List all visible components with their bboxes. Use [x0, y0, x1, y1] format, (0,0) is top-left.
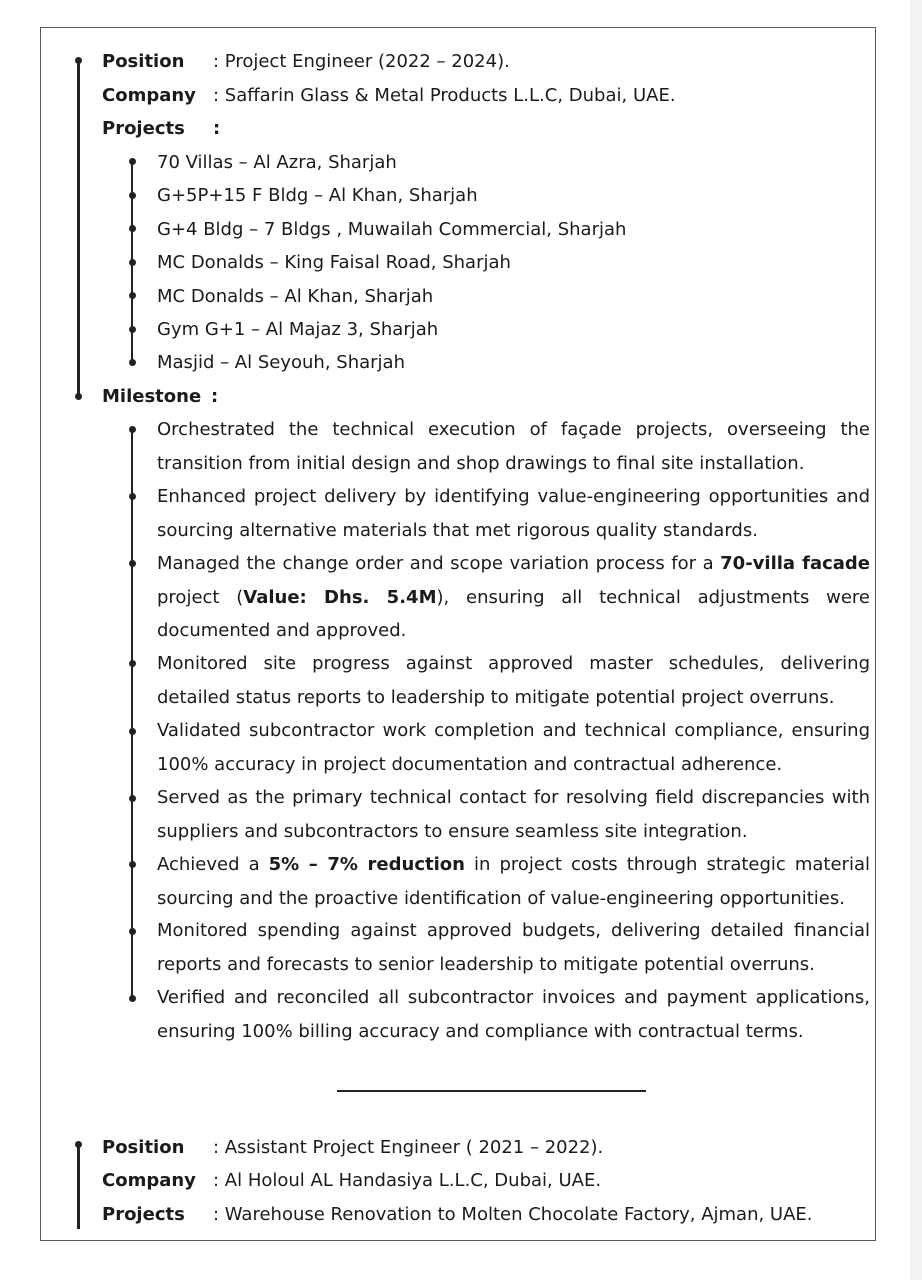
milestone-highlight: Value: Dhs. 5.4M [243, 586, 437, 608]
project-item: MC Donalds – Al Khan, Sharjah [157, 286, 434, 307]
bullet-icon [129, 660, 136, 667]
bullet-icon [129, 995, 136, 1002]
bullet-icon [129, 928, 136, 935]
job1-timeline-dot-bottom [75, 393, 82, 400]
milestone-item: Validated subcontractor work completion and technical compliance, ensuring 100% accuracy in project documentation and contractual adherence. [157, 720, 870, 775]
job1-company-value: : Saffarin Glass & Metal Products L.L.C, Dubai, UAE. [213, 85, 676, 106]
project-item: 70 Villas – Al Azra, Sharjah [157, 152, 397, 173]
project-item: MC Donalds – King Faisal Road, Sharjah [157, 252, 511, 273]
bullet-icon [129, 493, 136, 500]
milestone-highlight: 70-villa facade [720, 553, 871, 574]
milestone-colon: : [211, 386, 219, 407]
milestone-highlight: 5% – 7% reduction [268, 854, 465, 875]
job2-company-label: Company [102, 1170, 196, 1191]
bullet-icon [129, 795, 136, 802]
milestone-item: Served as the primary technical contact for resolving field discrepancies with suppliers and subcontractors to ensure seamless site integration. [157, 787, 870, 842]
milestone-item [157, 547, 870, 648]
milestone-item: Monitored spending against approved budgets, delivering detailed financial reports and forecasts to senior leadership to mitigate potential overruns. [157, 920, 870, 975]
job1-position-label: Position [102, 51, 185, 72]
job2-position-value: : Assistant Project Engineer ( 2021 – 2022). [213, 1137, 604, 1158]
project-item: Gym G+1 – Al Majaz 3, Sharjah [157, 319, 439, 340]
job2-timeline-line [77, 1143, 80, 1229]
bullet-icon [129, 158, 136, 165]
bullet-icon [129, 292, 136, 299]
bullet-icon [129, 426, 136, 433]
milestone-text: project ( [157, 586, 244, 608]
milestone-label: Milestone [102, 386, 202, 407]
job1-position-value: : Project Engineer (2022 – 2024). [213, 51, 510, 72]
milestone-item: Orchestrated the technical execution of façade projects, overseeing the transition from initial design and shop drawings to final site installation. [157, 419, 870, 474]
project-item: G+5P+15 F Bldg – Al Khan, Sharjah [157, 185, 478, 206]
bullet-icon [129, 225, 136, 232]
milestone-text: Achieved a [157, 854, 269, 875]
bullet-icon [129, 259, 136, 266]
milestone-item: Enhanced project delivery by identifying value-engineering opportunities and sourcing alternative materials that met rigorous quality standards. [157, 486, 870, 541]
bullet-icon [129, 326, 136, 333]
milestone-text: Managed the change order and scope variation process for a [157, 553, 721, 574]
project-item: G+4 Bldg – 7 Bldgs , Muwailah Commercial, Sharjah [157, 219, 627, 240]
job2-projects-label: Projects [102, 1204, 185, 1225]
milestone-item [157, 848, 870, 915]
bullet-icon [129, 359, 136, 366]
bullet-icon [129, 192, 136, 199]
job1-timeline-dot-top [75, 57, 82, 64]
job1-timeline-line [77, 60, 80, 398]
job1-projects-colon: : [213, 118, 221, 139]
bullet-icon [129, 728, 136, 735]
bullet-icon [129, 861, 136, 868]
section-divider [337, 1090, 646, 1092]
milestone-item: Verified and reconciled all subcontractor invoices and payment applications, ensuring 100% billing accuracy and compliance with contractual terms. [157, 987, 870, 1042]
job1-company-label: Company [102, 85, 196, 106]
job2-timeline-dot-top [75, 1141, 82, 1148]
job2-company-value: : Al Holoul AL Handasiya L.L.C, Dubai, UAE. [213, 1170, 602, 1191]
job1-projects-label: Projects [102, 118, 185, 139]
job2-position-label: Position [102, 1137, 185, 1158]
job2-projects-value: : Warehouse Renovation to Molten Chocolate Factory, Ajman, UAE. [213, 1204, 813, 1225]
milestone-item: Monitored site progress against approved master schedules, delivering detailed status reports to leadership to mitigate potential project overruns. [157, 653, 870, 708]
milestone-list-line [131, 430, 133, 998]
bullet-icon [129, 560, 136, 567]
project-item: Masjid – Al Seyouh, Sharjah [157, 352, 405, 373]
milestone-text: in project costs through strategic material sourcing and the proactive identification of value-engineering opportunities. [157, 854, 870, 909]
milestone-text: ), ensuring all technical adjustments were documented and approved. [157, 586, 870, 641]
